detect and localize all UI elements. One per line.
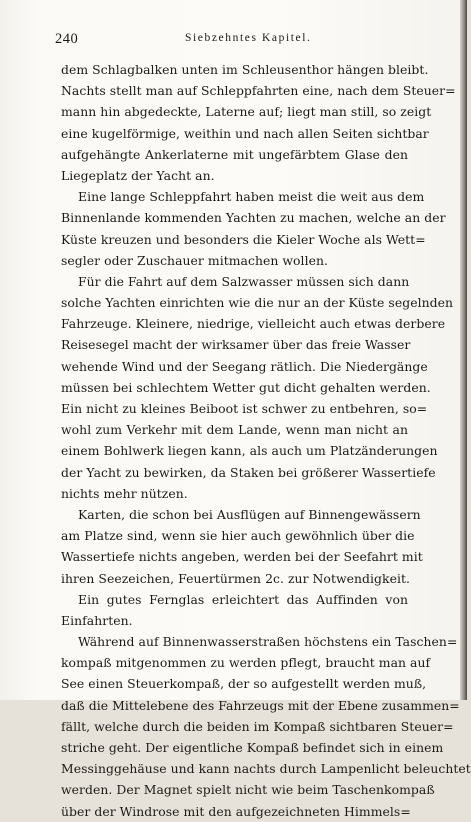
text-line: See einen Steuerkompaß, der so aufgestellt werden muß, (61, 676, 427, 692)
text-line: daß die Mittelebene des Fahrzeugs mit der Ebene zusammen= (61, 697, 460, 713)
text-line: Küste kreuzen und besonders die Kieler Woche als Wett= (61, 231, 426, 247)
text-line: Binnenlande kommenden Yachten zu machen, welche an der (61, 210, 446, 226)
text-line: Für die Fahrt auf dem Salzwasser müssen sich dann (78, 273, 410, 289)
text-line: aufgehängte Ankerlaterne mit ungefärbtem Glase den (61, 146, 408, 162)
text-line: solche Yachten einrichten wie die nur an der Küste segelnden (61, 295, 454, 311)
text-line: segler oder Zuschauer mitmachen wollen. (61, 252, 328, 268)
text-line: einem Bohlwerk liegen kann, als auch um Platzänderungen (61, 443, 438, 459)
text-line: dem Schlagbalken unten im Schleusenthor hängen bleibt. (61, 62, 429, 77)
text-line: striche geht. Der eigentliche Kompaß befindet sich in einem (61, 740, 444, 755)
page-edge-shadow (460, 0, 467, 700)
text-line: Karten, die schon bei Ausflügen auf Binnengewässern (78, 506, 421, 522)
text-line: ihren Seezeichen, Feuertürmen 2c. zur Notwendigkeit. (61, 570, 410, 586)
text-line: Fahrzeuge. Kleinere, niedrige, vielleicht auch etwas derbere (61, 316, 446, 332)
text-line: Ein nicht zu kleines Beiboot ist schwer zu entbehren, so= (61, 401, 428, 416)
text-line: Nachts stellt man auf Schleppfahrten eine, nach dem Steuer= (61, 83, 456, 99)
text-line: wehende Wind und der Seegang rätlich. Die Niedergänge (61, 358, 428, 374)
text-line: Einfahrten. (61, 612, 133, 628)
text-line: eine kugelförmige, weithin und nach allen Seiten sichtbar (61, 125, 429, 141)
text-line: müssen bei schlechtem Wetter gut dicht gehalten werden. (61, 379, 431, 395)
text-line: fällt, welche durch die beiden im Kompaß sichtbaren Steuer= (61, 718, 454, 734)
text-line: kompaß mitgenommen zu werden pflegt, braucht man auf (61, 655, 431, 671)
text-line: Reisesegel macht der wirksamer über das freie Wasser (61, 337, 411, 353)
text-line: nichts mehr nützen. (61, 485, 188, 501)
text-line: Wassertiefe nichts angeben, werden bei der Seefahrt mit (61, 549, 423, 565)
text-line: mann hin abgedeckte, Laterne auf; liegt man still, so zeigt (61, 104, 432, 120)
text-line: wohl zum Verkehr mit dem Lande, wenn man nicht an (61, 422, 408, 438)
text-line: Ein gutes Fernglas erleichtert das Auffinden von (78, 591, 408, 607)
body-text (61, 59, 471, 822)
text-line: werden. Der Magnet spielt nicht wie beim Taschenkompaß (61, 782, 435, 798)
page-number: 240 (55, 31, 79, 47)
text-line: über der Windrose mit den aufgezeichneten Himmels= (61, 803, 411, 819)
text-line: am Platze sind, wenn sie hier auch gewöhnlich über die (61, 528, 415, 544)
text-line: der Yacht zu bewirken, da Staken bei größerer Wassertiefe (61, 464, 436, 480)
text-line: Eine lange Schleppfahrt haben meist die weit aus dem (78, 189, 425, 205)
text-line: Während auf Binnenwasserstraßen höchstens ein Taschen= (78, 634, 458, 650)
chapter-title: Siebzehntes Kapitel. (185, 32, 312, 44)
text-line: Liegeplatz der Yacht an. (61, 167, 215, 183)
text-line: Messinggehäuse und kann nachts durch Lampenlicht beleuchtet (61, 761, 471, 777)
running-head (55, 31, 411, 49)
